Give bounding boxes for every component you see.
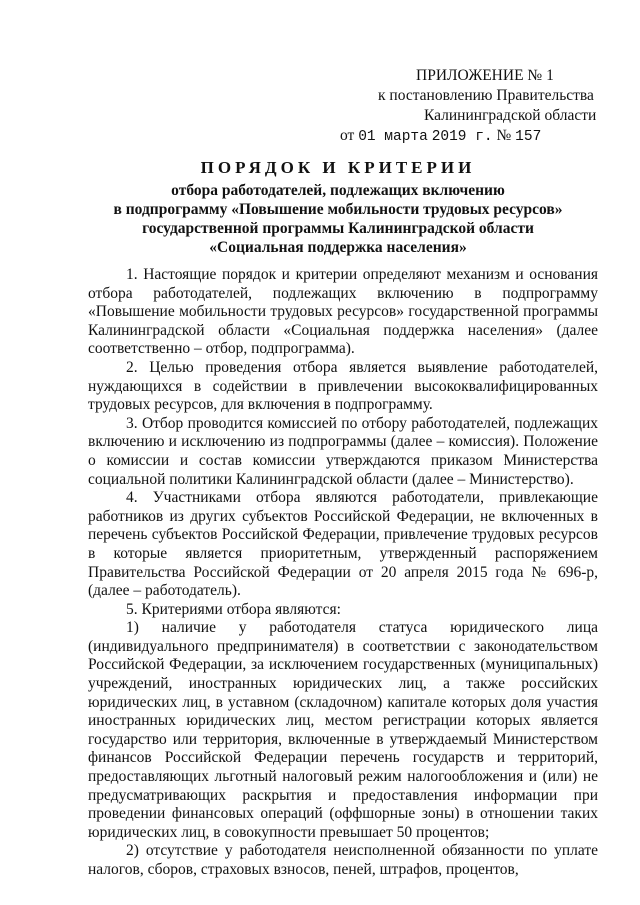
appendix-reference: к постановлению Правительства bbox=[378, 87, 594, 104]
appendix-title: ПРИЛОЖЕНИЕ № 1 bbox=[416, 67, 554, 84]
appendix-date-prefix: от bbox=[340, 127, 355, 144]
appendix-date-line bbox=[340, 126, 580, 147]
title-main: ПОРЯДОК И КРИТЕРИИ bbox=[200, 158, 476, 177]
appendix-date: 01 марта bbox=[358, 129, 428, 145]
title-line: отбора работодателей, подлежащих включению bbox=[171, 182, 505, 199]
appendix-region: Калининградской области bbox=[424, 107, 597, 124]
document-body bbox=[88, 266, 598, 880]
paragraph-5-item-2: 2) отсутствие у работодателя неисполненной обязанности по уплате налогов, сборов, страховых взносов, пеней, штрафов, процентов, bbox=[88, 842, 598, 878]
appendix-year: 2019 г. bbox=[431, 129, 493, 145]
paragraph-2: 2. Целью проведения отбора является выявление работодателей, нуждающихся в содействии в привлечении высококвалифицированных трудовых ресурсов, для включения в подпрограмму. bbox=[88, 358, 598, 414]
title-line: в подпрограмму «Повышение мобильности трудовых ресурсов» bbox=[113, 201, 563, 218]
paragraph-5-item-1: 1) наличие у работодателя статуса юридического лица (индивидуального предпринимателя) в соответствии с законодательством Российской Федерации, за исключением государственных (муниципальных) учреждений, иностранных юридических лиц, а также российских юридических лиц, в уставном (складочном) капитале которых доля участия иностранных юридических лиц, местом регистрации которых является государство или территория, включенные в утверждаемый Министерством финансов Российской Федерации перечень государств и территорий, предоставляющих льготный налоговый режим налогообложения и (или) не предусматривающих раскрытия и предоставления информации при проведении финансовых операций (оффшорные зоны) в отношении таких юридических лиц, в совокупности превышает 50 процентов; bbox=[88, 619, 598, 841]
title-line: государственной программы Калининградской области bbox=[142, 220, 534, 237]
paragraph-3: 3. Отбор проводится комиссией по отбору работодателей, подлежащих включению и исключению из подпрограммы (далее – комиссия). Положение о комиссии и состав комиссии утверждаются приказом Министерства социальной политики Калининградской области (далее – Министерство). bbox=[88, 414, 598, 488]
paragraph-4: 4. Участниками отбора являются работодатели, привлекающие работников из других субъектов Российской Федерации, не включенных в перечень субъектов Российской Федерации, привлечение трудовых ресурсов в которые является приоритетным, утвержденный распоряжением Правительства Российской Федерации от 20 апреля 2015 года № 696-р, (далее – работодатель). bbox=[88, 489, 598, 600]
appendix-number-sign: № bbox=[496, 127, 512, 144]
paragraph-1: 1. Настоящие порядок и критерии определяют механизм и основания отбора работодателей, подлежащих включению в подпрограмму «Повышение мобильности трудовых ресурсов» государственной программы Калининградской области «Социальная поддержка населения» (далее соответственно – отбор, подпрограмма). bbox=[88, 266, 598, 358]
appendix-header bbox=[340, 66, 597, 147]
paragraph-5: 5. Критериями отбора являются: bbox=[126, 600, 341, 618]
appendix-number: 157 bbox=[515, 129, 542, 145]
document-title bbox=[88, 158, 588, 257]
title-line: «Социальная поддержка населения» bbox=[209, 239, 467, 256]
